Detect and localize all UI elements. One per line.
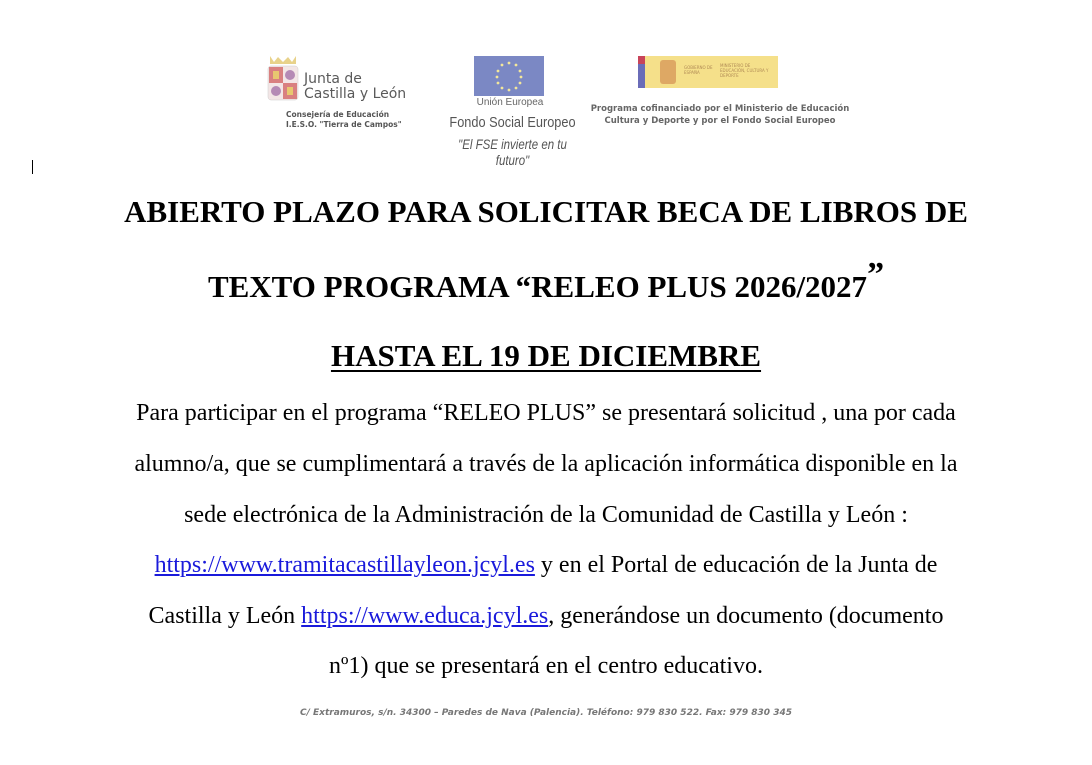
fse-label: Fondo Social Europeo [449, 114, 576, 131]
body-line-5: Castilla y León https://www.educa.jcyl.es, generándose un documento (documento [148, 603, 944, 629]
eu-fse-logo [430, 54, 595, 168]
fse-motto: "El FSE invierte en tu futuro" [458, 136, 567, 168]
eu-flag-icon [474, 56, 544, 96]
body-line-1: Para participar en el programa “RELEO PLUS” se presentará solicitud , una por cada [136, 400, 956, 426]
cofinanciado-line1: Programa cofinanciado por el Ministerio de Educación [590, 104, 850, 114]
spain-flag-stripe-icon [638, 56, 645, 88]
eu-label: Unión Europea [476, 97, 544, 108]
text-cursor [32, 160, 33, 174]
footer-address: C/ Extramuros, s/n. 34300 – Paredes de Nava (Palencia). Teléfono: 979 830 522. Fax: 979 830 345 [299, 708, 792, 718]
ministerio-banner [638, 56, 778, 88]
jcyl-name-line2: Castilla y León [304, 86, 407, 102]
body-line-3: sede electrónica de la Administración de la Comunidad de Castilla y León : [184, 502, 908, 528]
gobierno-espana-logo [590, 54, 850, 134]
jcyl-name-line1: Junta de [304, 71, 362, 87]
junta-castilla-leon-logo [264, 54, 439, 134]
ministerio-label: MINISTERIO DE EDUCACIÓN, CULTURA Y DEPORTE [720, 63, 769, 78]
cofinanciado-line2: Cultura y Deporte y por el Fondo Social Europeo [604, 116, 836, 126]
body-line-4: https://www.tramitacastillayleon.jcyl.es y en el Portal de educación de la Junta de [154, 552, 938, 578]
jcyl-school: I.E.S.O. "Tierra de Campos" [286, 120, 402, 129]
jcyl-department: Consejería de Educación [286, 110, 390, 119]
body-line-2: alumno/a, que se cumplimentará a través de la aplicación informática disponible en la [134, 451, 958, 477]
educa-link[interactable]: https://www.educa.jcyl.es [301, 603, 549, 629]
closing-quote: ” [867, 256, 885, 293]
spain-coat-of-arms-icon [660, 60, 676, 84]
headline-line1: ABIERTO PLAZO PARA SOLICITAR BECA DE LIBROS DE [124, 194, 968, 229]
tramita-link[interactable]: https://www.tramitacastillayleon.jcyl.es [154, 552, 535, 578]
castilla-leon-shield-icon [266, 54, 300, 102]
gobierno-label: GOBIERNO DE ESPAÑA [684, 65, 713, 75]
headline-line2: TEXTO PROGRAMA “RELEO PLUS 2026/2027” [207, 256, 885, 304]
body-line-6: nº1) que se presentará en el centro educativo. [329, 653, 763, 679]
deadline-heading: HASTA EL 19 DE DICIEMBRE [330, 338, 762, 373]
